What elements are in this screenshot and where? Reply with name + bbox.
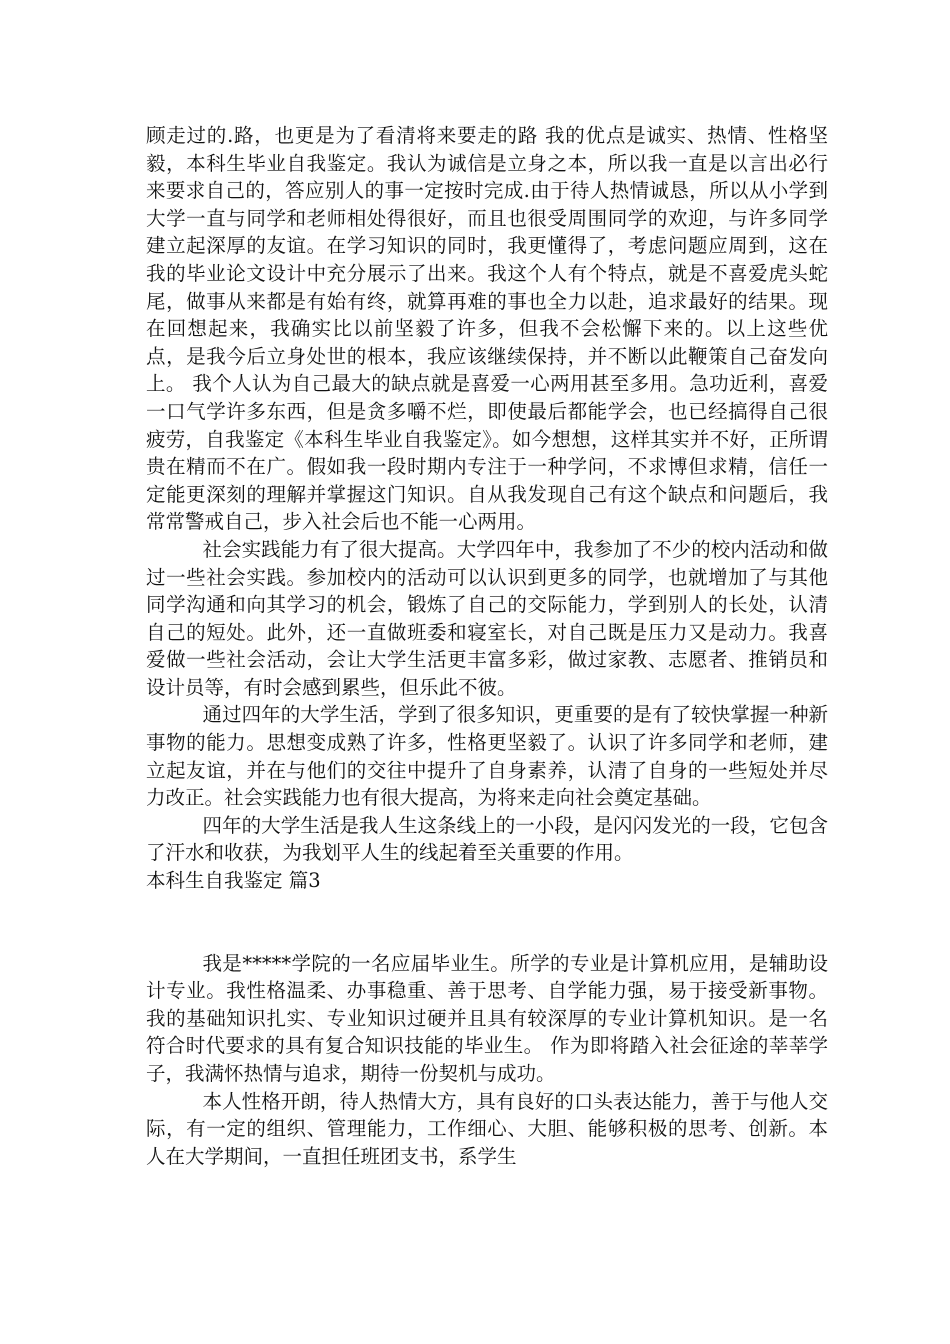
paragraph-personality: 本人性格开朗，待人热情大方，具有良好的口头表达能力，善于与他人交际，有一定的组织、管理能力，工作细心、大胆、能够积极的思考、创新。本人在大学期间，一直担任班团支书，系学生 — [146, 1089, 828, 1168]
paragraph-four-years-summary: 通过四年的大学生活，学到了很多知识，更重要的是有了较快掌握一种新事物的能力。思想变成熟了许多，性格更坚毅了。认识了许多同学和老师，建立起友谊，并在与他们的交往中提升了自身素养，认清了自身的一些短处并尽力改正。社会实践能力也有很大提高，为将来走向社会奠定基础。 — [146, 703, 828, 810]
paragraph-strengths-weaknesses: 顾走过的.路，也更是为了看清将来要走的路 我的优点是诚实、热情、性格坚毅，本科生毕业自我鉴定。我认为诚信是立身之本，所以我一直是以言出必行来要求自己的，答应别人的事一定按时完成.由于待人热情诚恳，所以从小学到大学一直与同学和老师相处得很好，而且也很受周围同学的欢迎，与许多同学建立起深厚的友谊。在学习知识的同时，我更懂得了，考虑问题应周到，这在我的毕业论文设计中充分展示了出来。我这个人有个特点，就是不喜爱虎头蛇尾，做事从来都是有始有终，就算再难的事也全力以赴，追求最好的结果。现在回想起来，我确实比以前坚毅了许多，但我不会松懈下来的。以上这些优点，是我今后立身处世的根本，我应该继续保持，并不断以此鞭策自己奋发向上。 我个人认为自己最大的缺点就是喜爱一心两用甚至多用。急功近利，喜爱一口气学许多东西，但是贪多嚼不烂，即使最后都能学会，也已经搞得自己很疲劳，自我鉴定《本科生毕业自我鉴定》。如今想想，这样其实并不好，正所谓贵在精而不在广。假如我一段时期内专注于一种学问，不求博但求精，信任一定能更深刻的理解并掌握这门知识。自从我发现自己有这个缺点和问题后，我常常警戒自己，步入社会后也不能一心两用。 — [146, 124, 828, 534]
section-heading: 本科生自我鉴定 篇3 — [146, 869, 321, 893]
document-page — [146, 122, 828, 1170]
paragraph-social-practice: 社会实践能力有了很大提高。大学四年中，我参加了不少的校内活动和做过一些社会实践。参加校内的活动可以认识到更多的同学，也就增加了与其他同学沟通和向其学习的机会，锻炼了自己的交际能力，学到别人的长处，认清自己的短处。此外，还一直做班委和寝室长，对自己既是压力又是动力。我喜爱做一些社会活动，会让大学生活更丰富多彩，做过家教、志愿者、推销员和设计员等，有时会感到累些，但乐此不彼。 — [146, 537, 828, 699]
section-spacer — [146, 895, 828, 950]
paragraph-conclusion: 四年的大学生活是我人生这条线上的一小段，是闪闪发光的一段，它包含了汗水和收获，为我划平人生的线起着至关重要的作用。 — [146, 813, 828, 865]
paragraph-introduction: 我是*****学院的一名应届毕业生。所学的专业是计算机应用，是辅助设计专业。我性格温柔、办事稳重、善于思考、自学能力强，易于接受新事物。我的基础知识扎实、专业知识过硬并且具有较深厚的专业计算机知识。是一名符合时代要求的具有复合知识技能的毕业生。 作为即将踏入社会征途的莘莘学子，我满怀热情与追求，期待一份契机与成功。 — [146, 951, 828, 1085]
